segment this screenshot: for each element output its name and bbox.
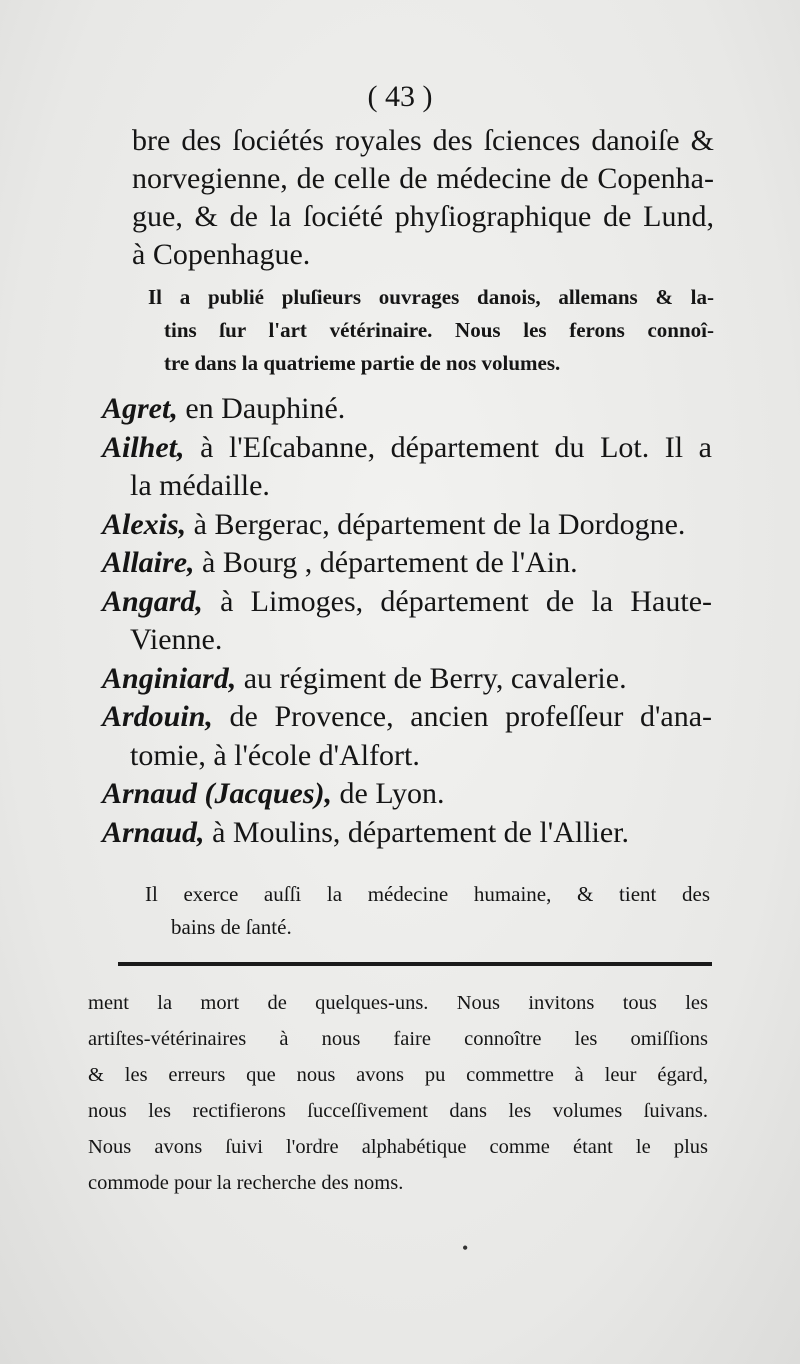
text-line: & les erreurs que nous avons pu commettre à leur égard, [88, 1064, 708, 1086]
list-item [102, 583, 712, 660]
entry-text: à Bergerac, département de la Dordogne. [193, 507, 686, 541]
closing-note [145, 878, 710, 944]
entry-text: tomie, à l'école d'Alfort. [130, 738, 420, 772]
entry-name: Arnaud, [102, 815, 205, 849]
text-line: Nous avons ſuivi l'ordre alphabétique comme étant le plus [88, 1136, 708, 1158]
entry-name: Anginiard, [102, 661, 237, 695]
entry-name: Ailhet, [102, 430, 185, 464]
entry-text: à l'Eſcabanne, département du Lot. Il a [200, 430, 712, 464]
entry-text: en Dauphiné. [185, 392, 346, 425]
text-line: nous les rectifierons ſucceſſivement dans les volumes ſuivans. [88, 1100, 708, 1122]
list-item [102, 506, 712, 545]
entry-name: Agret, [102, 392, 178, 425]
text-line: tins ſur l'art vétérinaire. Nous les ferons connoî- [164, 318, 714, 342]
text-line: norvegienne, de celle de médecine de Copenha- [132, 162, 714, 195]
text-line: bains de ſanté. [171, 915, 292, 939]
text-line: ment la mort de quelques-uns. Nous invitons tous les [88, 992, 708, 1014]
entry-text: à Moulins, département de l'Allier. [212, 815, 630, 849]
text-line: Il a publié pluſieurs ouvrages danois, allemans & la- [148, 285, 714, 309]
entry-text: Vienne. [130, 623, 223, 656]
text-line: gue, & de la ſociété phyſiographique de Lund, [132, 200, 714, 233]
text-line: bre des ſociétés royales des ſciences danoiſe & [132, 124, 714, 157]
list-item [102, 544, 712, 583]
text-line: à Copenhague. [132, 238, 311, 271]
entry-name: Allaire, [102, 546, 195, 579]
entry-text: à Bourg , département de l'Ain. [202, 546, 578, 579]
entry-text: à Limoges, département de la Haute- [220, 584, 712, 618]
entry-name: Alexis, [102, 507, 187, 541]
entry-text: de Provence, ancien profeſſeur d'ana- [229, 700, 713, 733]
entry-text: la médaille. [130, 469, 270, 502]
ink-speck: • [462, 1238, 469, 1258]
entry-list [102, 390, 712, 852]
entry-name: Arnaud (Jacques), [102, 777, 333, 810]
text-line: commode pour la recherche des noms. [88, 1172, 404, 1194]
text-line: artiſtes-vétérinaires à nous faire connoître les omiſſions [88, 1028, 708, 1050]
list-item [102, 390, 712, 429]
entry-text: au régiment de Berry, cavalerie. [243, 661, 627, 695]
footnote-divider [118, 962, 712, 966]
opening-note [148, 281, 714, 380]
list-item [102, 814, 712, 853]
entry-name: Angard, [102, 584, 203, 618]
opening-paragraph [132, 122, 714, 274]
list-item [102, 429, 712, 506]
list-item [102, 775, 712, 814]
footnote [88, 985, 708, 1201]
text-line: tre dans la quatrieme partie de nos volumes. [164, 351, 561, 375]
list-item [102, 698, 712, 775]
page-number: ( 43 ) [367, 80, 433, 113]
entry-text: de Lyon. [339, 777, 445, 810]
entry-name: Ardouin, [102, 700, 213, 733]
text-line: Il exerce auſſi la médecine humaine, & tient des [145, 882, 710, 906]
list-item [102, 660, 712, 699]
